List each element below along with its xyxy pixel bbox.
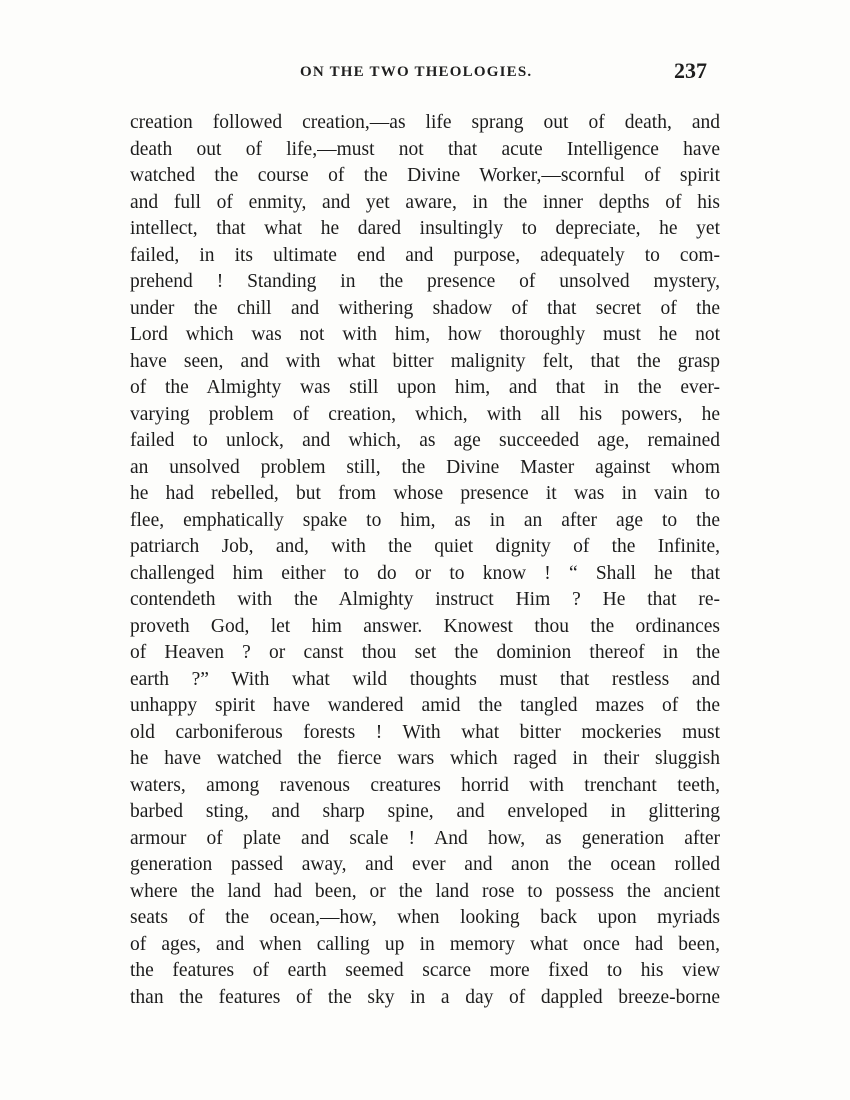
text-line: of the Almighty was still upon him, and that in the ever- — [130, 377, 720, 398]
running-head-title: ON THE TWO THEOLOGIES. — [300, 64, 533, 80]
text-line: prehend ! Standing in the presence of unsolved mystery, — [130, 271, 720, 292]
text-line: varying problem of creation, which, with all his powers, he — [130, 403, 720, 425]
text-line: challenged him either to do or to know ! “ Shall he that — [130, 562, 720, 584]
text-line: under the chill and withering shadow of that secret of the — [130, 297, 720, 319]
text-line: than the features of the sky in a day of dappled breeze-borne — [130, 986, 720, 1008]
text-line: unhappy spirit have wandered amid the tangled mazes of the — [130, 695, 720, 716]
text-line: death out of life,—must not that acute Intelligence have — [130, 138, 720, 160]
text-line: generation passed away, and ever and anon the ocean rolled — [130, 854, 720, 875]
text-line: have seen, and with what bitter malignity felt, that the grasp — [130, 350, 720, 372]
text-line: the features of earth seemed scarce more fixed to his view — [130, 960, 720, 981]
text-line: armour of plate and scale ! And how, as generation after — [130, 827, 720, 849]
text-line: patriarch Job, and, with the quiet dignity of the Infinite, — [130, 536, 720, 557]
text-line: failed to unlock, and which, as age succeeded age, remained — [130, 430, 720, 451]
text-line: waters, among ravenous creatures horrid with trenchant teeth, — [130, 774, 720, 796]
text-line: contendeth with the Almighty instruct Him ? He that re- — [130, 589, 720, 610]
text-line: failed, in its ultimate end and purpose, adequately to com- — [130, 244, 720, 266]
text-line: Lord which was not with him, how thoroughly must he not — [130, 324, 720, 345]
page-number: 237 — [674, 58, 707, 83]
text-line: seats of the ocean,—how, when looking back upon myriads — [130, 907, 720, 928]
text-line: barbed sting, and sharp spine, and enveloped in glittering — [130, 801, 720, 822]
text-line: creation followed creation,—as life sprang out of death, and — [130, 112, 720, 133]
text-line: of Heaven ? or canst thou set the dominion thereof in the — [130, 642, 720, 663]
text-line: intellect, that what he dared insultingly to depreciate, he yet — [130, 218, 720, 239]
text-line: and full of enmity, and yet aware, in the inner depths of his — [130, 191, 720, 213]
text-line: flee, emphatically spake to him, as in an after age to the — [130, 509, 720, 531]
text-line: earth ?” With what wild thoughts must that restless and — [130, 668, 720, 690]
text-line: an unsolved problem still, the Divine Master against whom — [130, 456, 720, 478]
text-line: of ages, and when calling up in memory what once had been, — [130, 933, 720, 955]
text-line: he had rebelled, but from whose presence it was in vain to — [130, 483, 720, 504]
text-line: watched the course of the Divine Worker,—scornful of spirit — [130, 165, 720, 186]
text-line: he have watched the fierce wars which raged in their sluggish — [130, 748, 720, 769]
text-line: where the land had been, or the land rose to possess the ancient — [130, 880, 720, 902]
text-line: old carboniferous forests ! With what bitter mockeries must — [130, 721, 720, 743]
text-line: proveth God, let him answer. Knowest thou the ordinances — [130, 615, 720, 637]
body-text — [130, 110, 720, 1011]
